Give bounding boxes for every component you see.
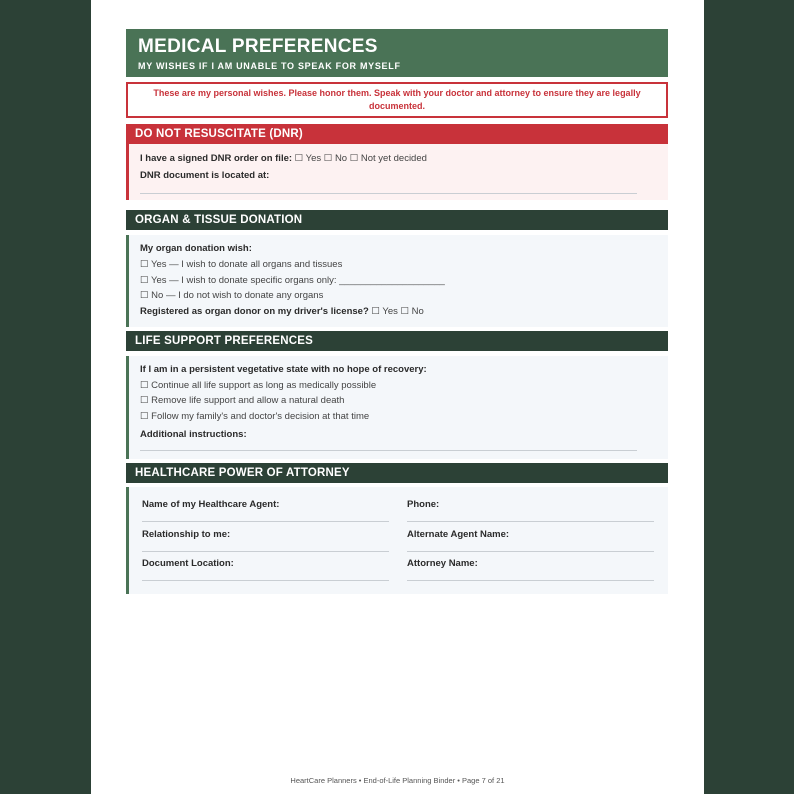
organ-registered-label: Registered as organ donor on my driver's license? xyxy=(140,306,369,318)
organ-section-heading: ORGAN & TISSUE DONATION xyxy=(126,210,668,230)
life-support-section-body xyxy=(126,356,668,459)
life-support-additional-label: Additional instructions: xyxy=(140,428,247,440)
poa-agent-name-line[interactable] xyxy=(142,521,389,522)
dnr-location-line[interactable] xyxy=(140,183,637,194)
poa-attorney-name-line[interactable] xyxy=(407,580,654,581)
life-support-question: If I am in a persistent vegetative state with no hope of recovery: xyxy=(140,363,427,375)
page-footer: HeartCare Planners • End-of-Life Planning Binder • Page 7 of 21 xyxy=(290,776,505,785)
dnr-order-row xyxy=(140,151,657,167)
page xyxy=(91,0,704,794)
life-support-option[interactable]: ☐ Follow my family's and doctor's decision at that time xyxy=(140,410,370,422)
poa-alternate-agent-label: Alternate Agent Name: xyxy=(407,528,510,540)
poa-relationship-label: Relationship to me: xyxy=(142,528,231,540)
poa-section-body xyxy=(126,487,668,594)
poa-left-column xyxy=(142,497,389,586)
organ-option[interactable]: ☐ Yes — I wish to donate specific organs only: ____________________ xyxy=(140,274,445,286)
page-title: MEDICAL PREFERENCES xyxy=(138,36,378,57)
poa-agent-name-label: Name of my Healthcare Agent: xyxy=(142,499,280,511)
poa-relationship-line[interactable] xyxy=(142,551,389,552)
poa-alternate-agent-line[interactable] xyxy=(407,551,654,552)
poa-field xyxy=(407,497,654,527)
poa-field xyxy=(142,527,389,557)
dnr-location-label: DNR document is located at: xyxy=(140,169,270,181)
poa-field xyxy=(407,556,654,586)
poa-field xyxy=(142,556,389,586)
life-support-option[interactable]: ☐ Remove life support and allow a natural death xyxy=(140,395,345,407)
organ-option[interactable]: ☐ Yes — I wish to donate all organs and tissues xyxy=(140,259,343,271)
content xyxy=(126,29,668,594)
life-support-section-heading: LIFE SUPPORT PREFERENCES xyxy=(126,331,668,351)
organ-option[interactable]: ☐ No — I do not wish to donate any organs xyxy=(140,290,324,302)
dnr-order-label: I have a signed DNR order on file: xyxy=(140,153,293,164)
poa-field xyxy=(407,527,654,557)
poa-phone-label: Phone: xyxy=(407,499,440,511)
life-support-option[interactable]: ☐ Continue all life support as long as medically possible xyxy=(140,379,377,391)
dnr-order-options[interactable]: ☐ Yes ☐ No ☐ Not yet decided xyxy=(294,153,427,164)
poa-document-location-line[interactable] xyxy=(142,580,389,581)
organ-registered-row xyxy=(140,304,657,320)
poa-attorney-name-label: Attorney Name: xyxy=(407,558,478,570)
page-subtitle: MY WISHES IF I AM UNABLE TO SPEAK FOR MYSELF xyxy=(138,61,401,71)
notice-box: These are my personal wishes. Please honor them. Speak with your doctor and attorney to ensure they are legally documented. xyxy=(126,82,668,118)
poa-right-column xyxy=(407,497,654,586)
poa-section-heading: HEALTHCARE POWER OF ATTORNEY xyxy=(126,463,668,483)
dnr-section-heading: DO NOT RESUSCITATE (DNR) xyxy=(126,124,668,144)
life-support-additional-line[interactable] xyxy=(140,442,637,451)
poa-field xyxy=(142,497,389,527)
organ-section-body xyxy=(126,235,668,326)
page-header xyxy=(126,29,668,77)
poa-grid xyxy=(140,497,657,586)
organ-wish-label: My organ donation wish: xyxy=(140,243,252,255)
dnr-section-body xyxy=(126,144,668,200)
poa-document-location-label: Document Location: xyxy=(142,558,234,570)
organ-registered-options[interactable]: ☐ Yes ☐ No xyxy=(371,306,424,318)
poa-phone-line[interactable] xyxy=(407,521,654,522)
